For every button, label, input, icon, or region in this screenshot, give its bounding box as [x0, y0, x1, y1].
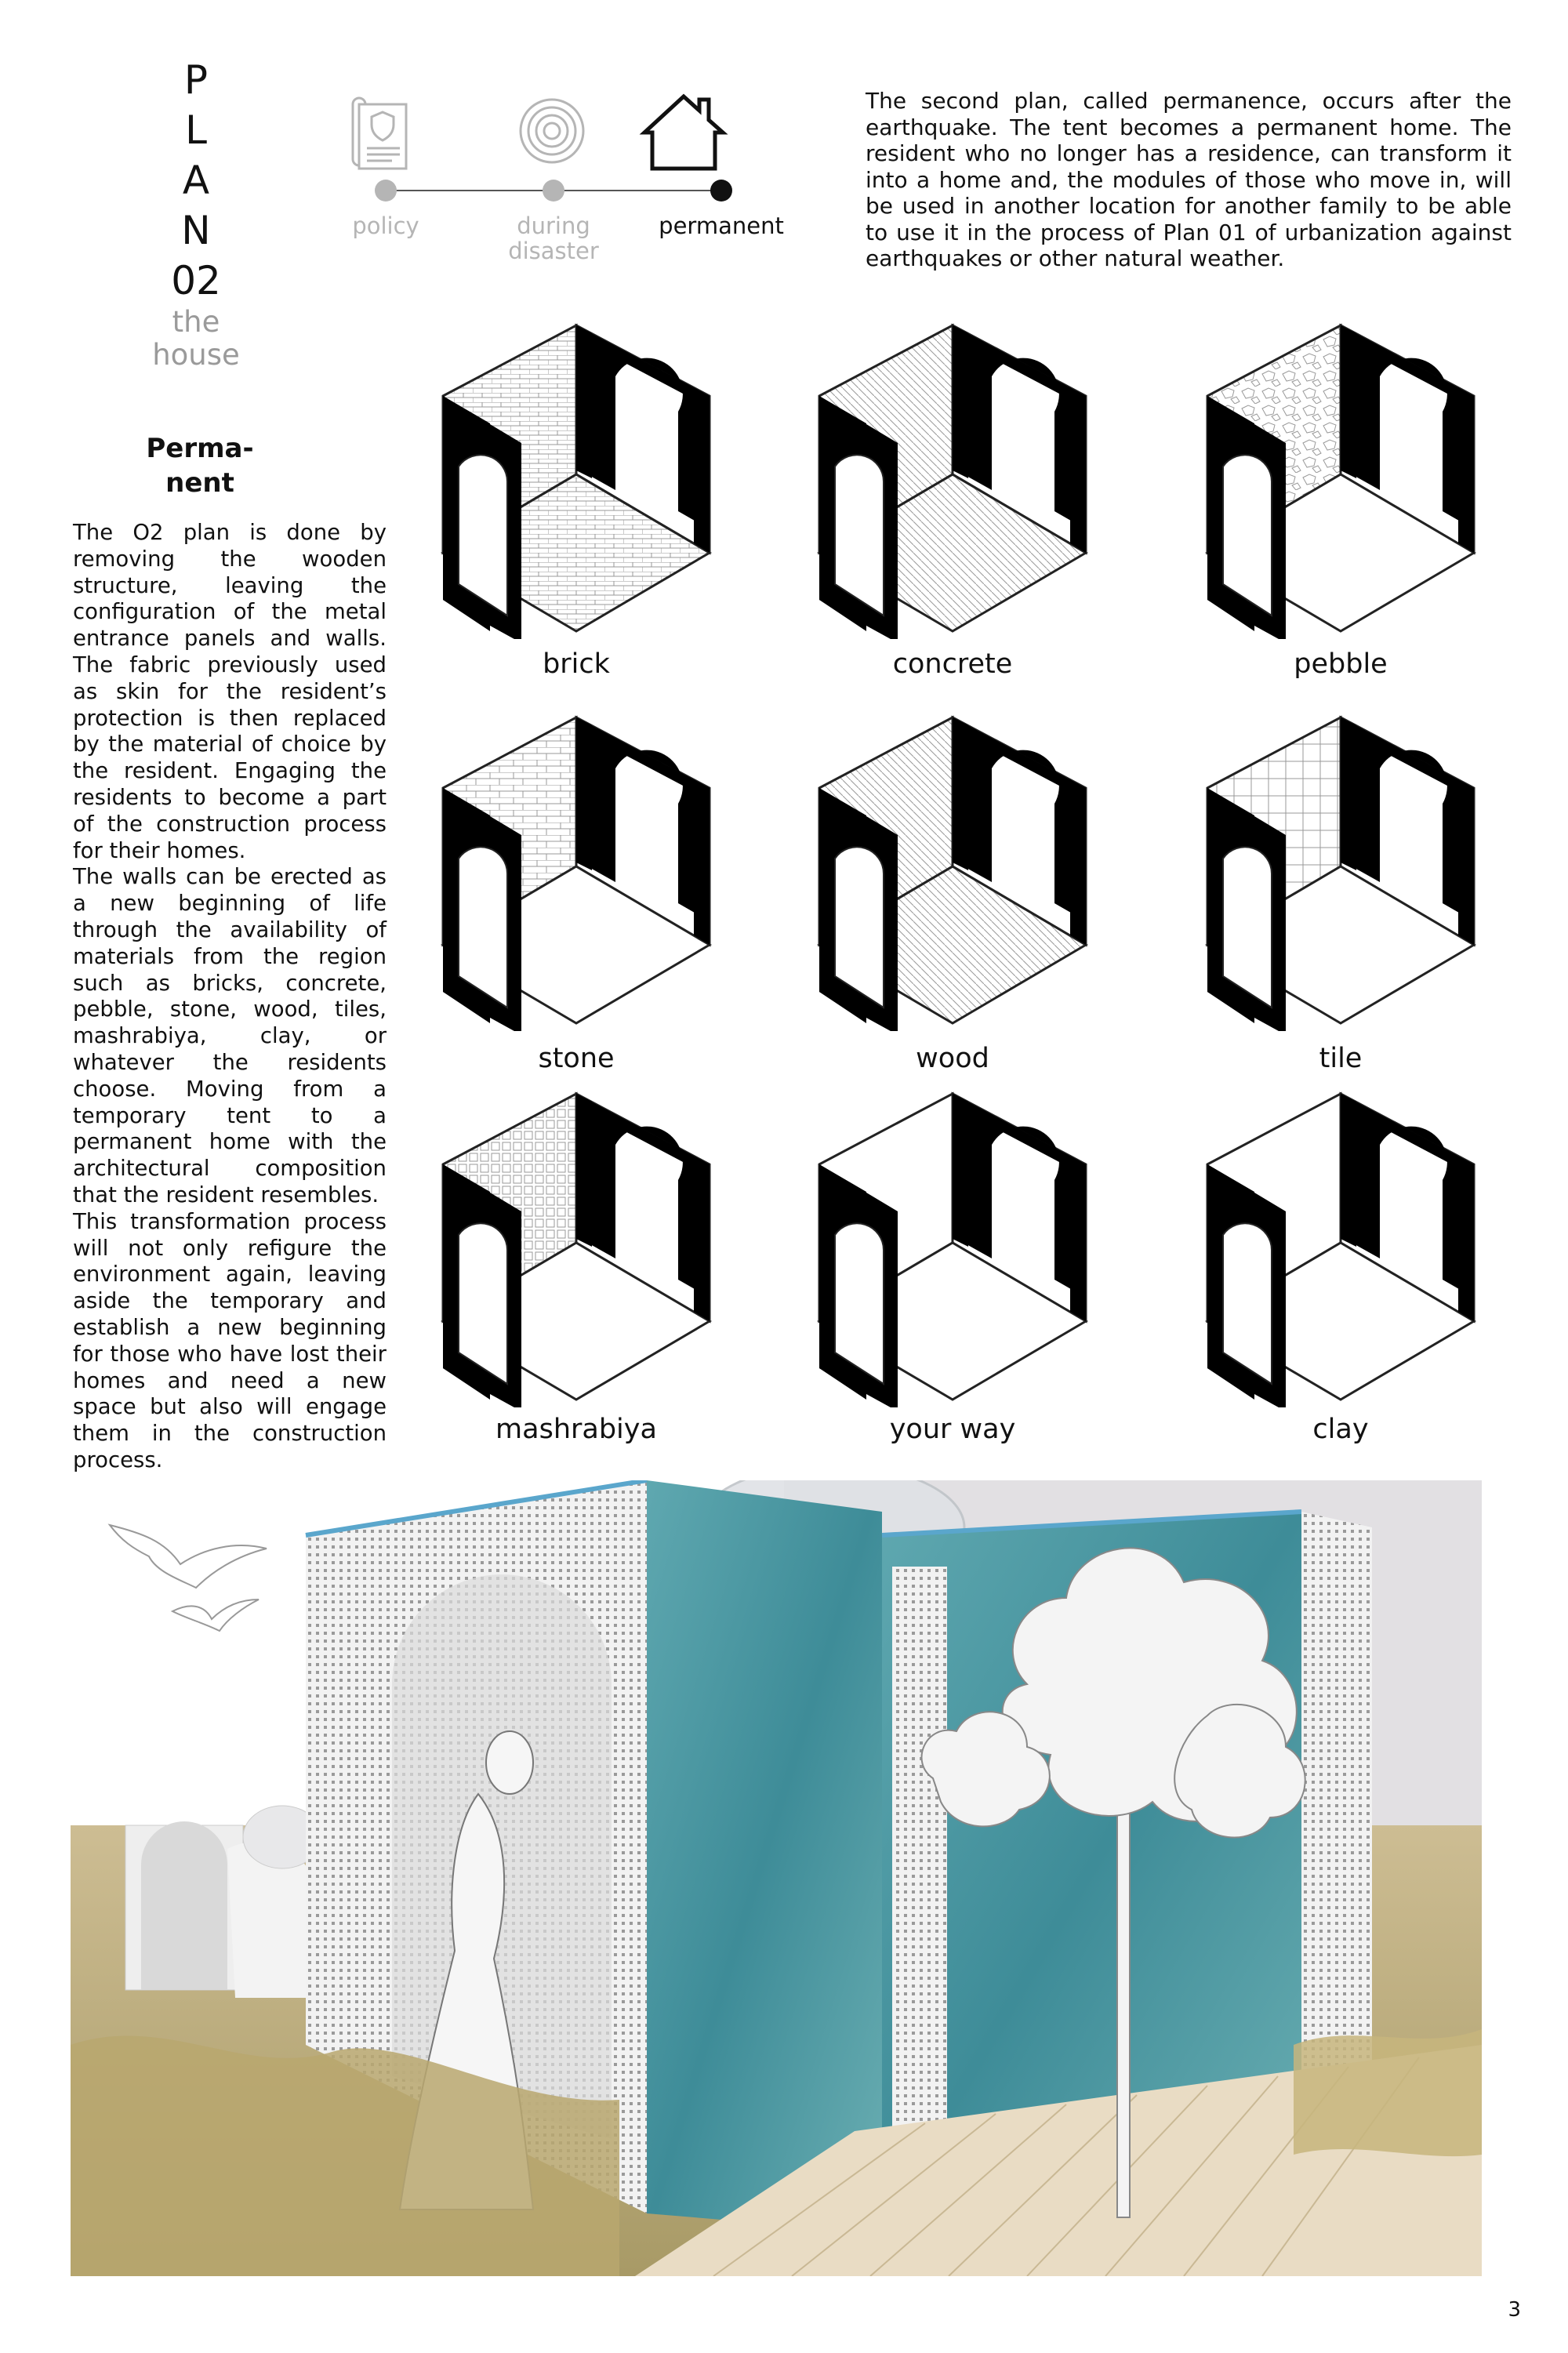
timeline-dot [375, 180, 397, 202]
cube-illustration [435, 710, 717, 1031]
material-label: your way [889, 1414, 1016, 1445]
cube-illustration [811, 318, 1094, 639]
material-cube-pebble [1200, 318, 1482, 639]
cube-illustration [811, 710, 1094, 1031]
body-paragraph: This transformation process will not only refigure the environment again, leaving aside the temporary and establish a new beginning for those who have lost their homes and need a new space but also will engage them in the construction process. [73, 1208, 387, 1472]
house-icon [644, 96, 723, 169]
heading-line: nent [165, 467, 234, 499]
body-paragraph: The walls can be erected as a new beginning of life through the availability of materials from the region such as bricks, concrete, pebble, stone, wood, tiles, mashrabiya, clay, or whatever the residents choose. Moving from a temporary tent to a permanent home with the architectural composition that the resident resembles. [73, 864, 387, 1207]
title-letter: L [185, 107, 207, 153]
material-label: wood [916, 1043, 989, 1074]
body-paragraph: The O2 plan is done by removing the wooden structure, leaving the configuration of the metal entrance panels and walls. The fabric previously used as skin for the resident’s protection is then replaced by the material of choice by the resident. Engaging the residents to become a part of the construction process for their homes. [73, 520, 387, 863]
document-shield-icon [353, 98, 406, 169]
house-rendering [71, 1480, 1482, 2276]
title-letter: P [183, 57, 209, 103]
material-label: tile [1319, 1043, 1363, 1074]
material-cube-brick [435, 318, 717, 639]
material-cube-clay [1200, 1086, 1482, 1407]
seagulls-illustration [102, 1509, 274, 1643]
cube-illustration [435, 318, 717, 639]
timeline-label-line: during [517, 212, 590, 239]
title-letter: A [182, 158, 210, 203]
material-label: stone [538, 1043, 615, 1074]
title-sub: house [152, 338, 240, 372]
heading-line: Perma- [146, 433, 254, 464]
timeline-graphic [337, 90, 823, 216]
material-label: mashrabiya [495, 1414, 657, 1445]
cube-illustration [1200, 318, 1482, 639]
section-body [73, 520, 387, 1474]
material-cube-concrete [811, 318, 1094, 639]
concentric-circles-icon [521, 100, 583, 162]
material-cube-tile [1200, 710, 1482, 1031]
cube-illustration [1200, 710, 1482, 1031]
material-cube-stone [435, 710, 717, 1031]
timeline-label-during-disaster [475, 213, 632, 263]
timeline-dot [543, 180, 564, 202]
title-number: 02 [171, 258, 221, 303]
material-label: brick [543, 648, 610, 680]
timeline-label-policy: policy [352, 212, 419, 239]
material-cube-your-way [811, 1086, 1094, 1407]
material-label: pebble [1294, 648, 1388, 680]
material-cube-mashrabiya [435, 1086, 717, 1407]
title-letter: N [181, 208, 211, 253]
timeline-dot-active [710, 180, 732, 202]
plan-title [118, 55, 274, 372]
timeline-label-line: disaster [508, 238, 599, 264]
material-label: clay [1312, 1414, 1369, 1445]
title-sub: the [172, 305, 220, 339]
timeline-label-permanent: permanent [659, 212, 784, 239]
intro-paragraph: The second plan, called permanence, occurs after the earthquake. The tent becomes a permanent home. The resident who no longer has a residence, can transform it into a home and, the modules of those who move in, will be used in another location for another family to be able to use it in the process of Plan 01 of urbanization against earthquakes or other natural weather. [866, 88, 1512, 271]
rendering-image [71, 1480, 1482, 2276]
material-cube-wood [811, 710, 1094, 1031]
section-heading [71, 431, 329, 500]
material-label: concrete [892, 648, 1013, 680]
cube-illustration [435, 1086, 717, 1407]
cube-illustration [1200, 1086, 1482, 1407]
cube-illustration [811, 1086, 1094, 1407]
page-number: 3 [1508, 2298, 1521, 2322]
plan-timeline [337, 90, 823, 286]
